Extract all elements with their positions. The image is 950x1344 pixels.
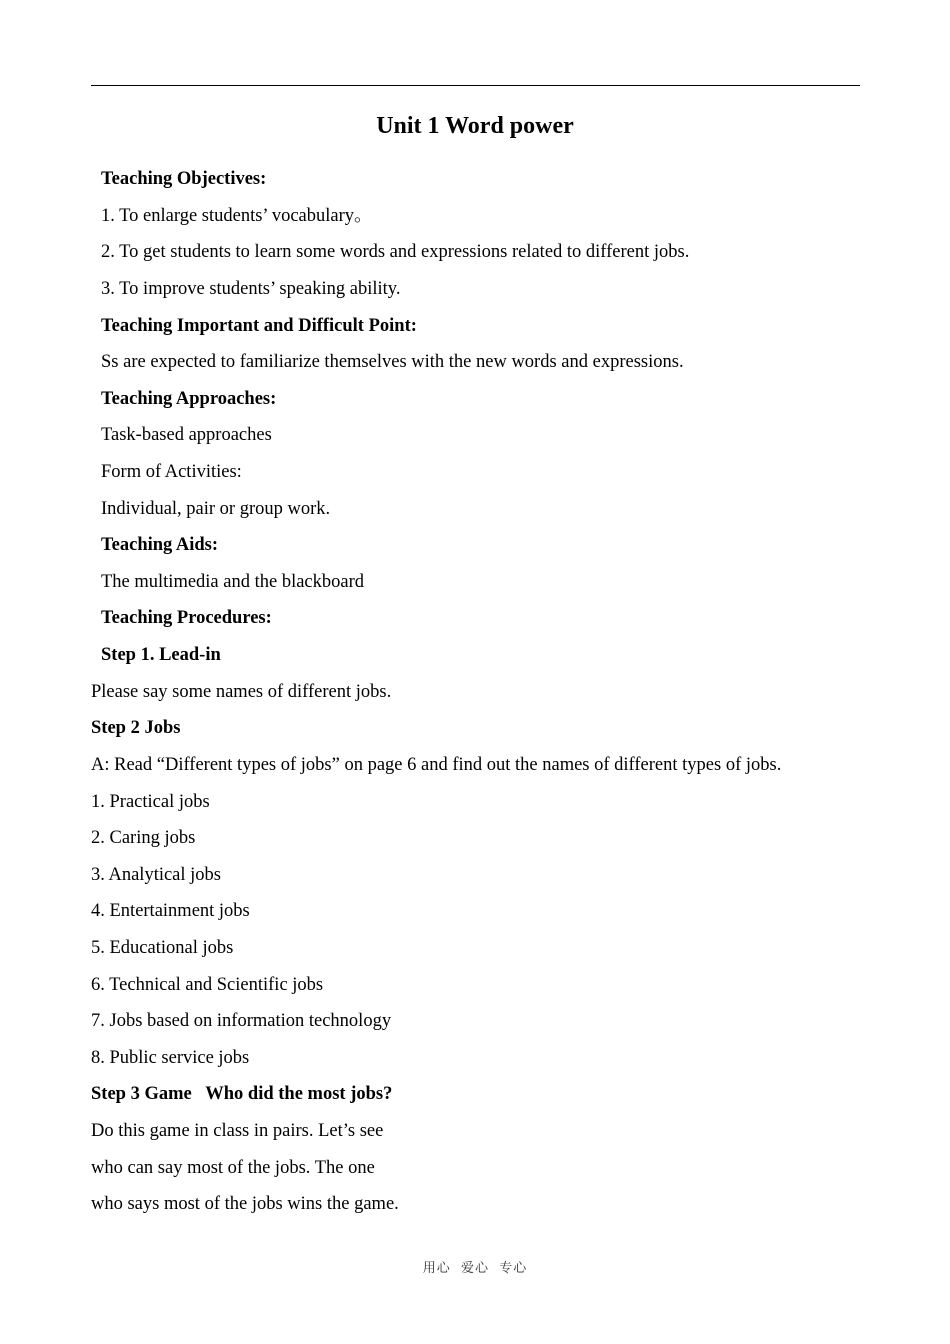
objective-item: 1. To enlarge students’ vocabulary。 (101, 206, 373, 226)
step3-line: who can say most of the jobs. The one (91, 1158, 375, 1178)
objective-item: 3. To improve students’ speaking ability. (101, 279, 401, 299)
step3-line: Do this game in class in pairs. Let’s see (91, 1121, 384, 1141)
important-point-heading: Teaching Important and Difficult Point: (101, 316, 417, 336)
page-footer: 用心 爱心 专心 (422, 1261, 528, 1276)
job-list-item: 5. Educational jobs (91, 938, 234, 958)
step3-heading: Step 3 Game Who did the most jobs? (91, 1084, 393, 1104)
header-rule (91, 85, 860, 86)
job-list-item: 2. Caring jobs (91, 828, 196, 848)
job-list-item: 6. Technical and Scientific jobs (91, 975, 324, 995)
objective-item: 2. To get students to learn some words and expressions related to different jobs. (101, 242, 690, 262)
step2-intro: A: Read “Different types of jobs” on page 6 and find out the names of different types of jobs. (91, 755, 782, 775)
objectives-heading: Teaching Objectives: (101, 169, 267, 189)
step1-text: Please say some names of different jobs. (91, 682, 392, 702)
approaches-heading: Teaching Approaches: (101, 389, 277, 409)
approaches-line: Individual, pair or group work. (101, 499, 331, 519)
job-list-item: 8. Public service jobs (91, 1048, 250, 1068)
procedures-heading: Teaching Procedures: (101, 608, 272, 628)
job-list-item: 3. Analytical jobs (91, 865, 221, 885)
step2-heading: Step 2 Jobs (91, 718, 181, 738)
job-list-item: 1. Practical jobs (91, 792, 210, 812)
step1-heading: Step 1. Lead-in (101, 645, 221, 665)
job-list-item: 4. Entertainment jobs (91, 901, 250, 921)
step3-line: who says most of the jobs wins the game. (91, 1194, 399, 1214)
document-title: Unit 1 Word power (376, 113, 574, 139)
important-point-text: Ss are expected to familiarize themselves with the new words and expressions. (101, 352, 684, 372)
aids-text: The multimedia and the blackboard (101, 572, 365, 592)
approaches-line: Form of Activities: (101, 462, 242, 482)
approaches-line: Task-based approaches (101, 425, 272, 445)
aids-heading: Teaching Aids: (101, 535, 219, 555)
job-list-item: 7. Jobs based on information technology (91, 1011, 392, 1031)
